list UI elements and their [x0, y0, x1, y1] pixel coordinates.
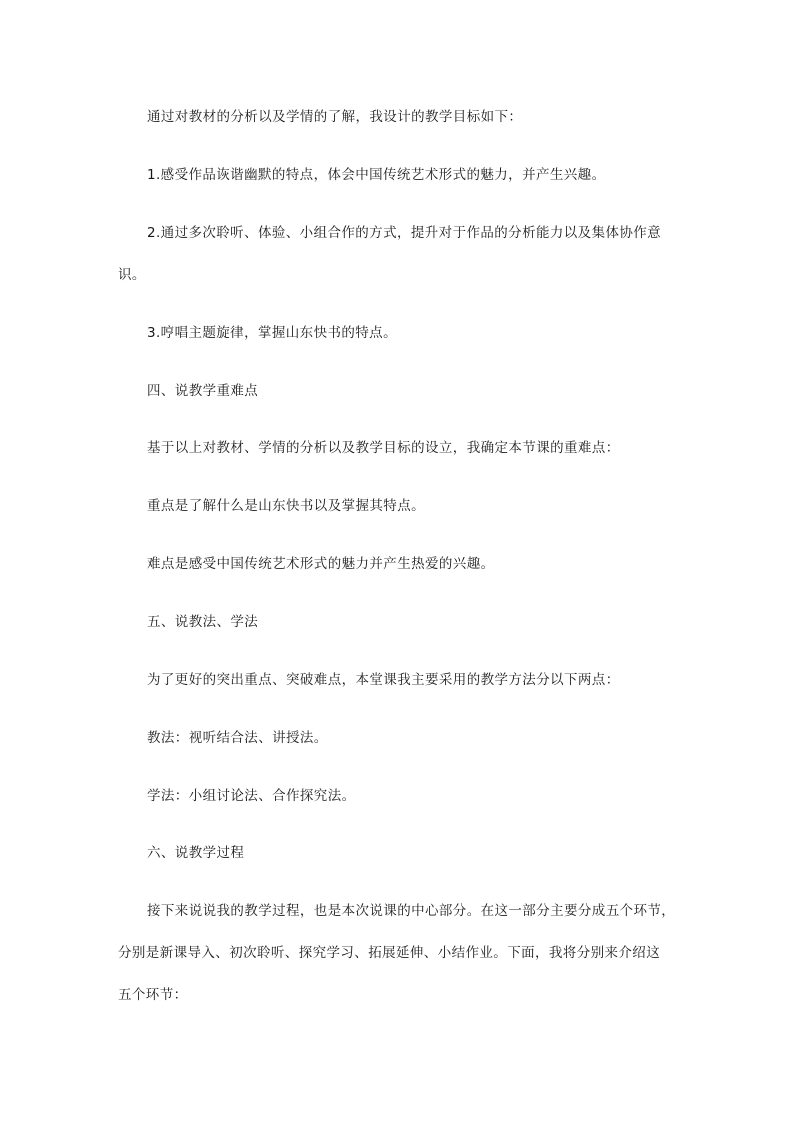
goal-item-2-continuation: 识。	[118, 267, 146, 283]
paragraph-learning-method: 学法：小组讨论法、合作探究法。	[147, 788, 356, 804]
paragraph-process-line-1: 接下来说说我的教学过程，也是本次说课的中心部分。在这一部分主要分成五个环节，	[147, 903, 676, 919]
goal-item-1: 1.感受作品诙谐幽默的特点，体会中国传统艺术形式的魅力，并产生兴趣。	[147, 167, 606, 183]
section-heading-key-points: 四、说教学重难点	[147, 383, 259, 399]
paragraph-methods-intro: 为了更好的突出重点、突破难点，本堂课我主要采用的教学方法分以下两点：	[147, 672, 620, 688]
paragraph-process-line-3: 五个环节：	[118, 987, 188, 1003]
paragraph-process-line-2: 分别是新课导入、初次聆听、探究学习、拓展延伸、小结作业。下面，我将分别来介绍这	[118, 945, 661, 961]
section-heading-process: 六、说教学过程	[147, 845, 245, 861]
paragraph-intro: 通过对教材的分析以及学情的了解，我设计的教学目标如下：	[147, 109, 523, 125]
paragraph-key-point: 重点是了解什么是山东快书以及掌握其特点。	[147, 498, 425, 514]
paragraph-key-points-intro: 基于以上对教材、学情的分析以及教学目标的设立，我确定本节课的重难点：	[147, 440, 620, 456]
paragraph-teaching-method: 教法：视听结合法、讲授法。	[147, 730, 328, 746]
goal-item-3: 3.哼唱主题旋律，掌握山东快书的特点。	[147, 325, 397, 341]
goal-item-2: 2.通过多次聆听、体验、小组合作的方式，提升对于作品的分析能力以及集体协作意	[147, 225, 662, 241]
paragraph-difficult-point: 难点是感受中国传统艺术形式的魅力并产生热爱的兴趣。	[147, 556, 495, 572]
section-heading-methods: 五、说教法、学法	[147, 614, 259, 630]
